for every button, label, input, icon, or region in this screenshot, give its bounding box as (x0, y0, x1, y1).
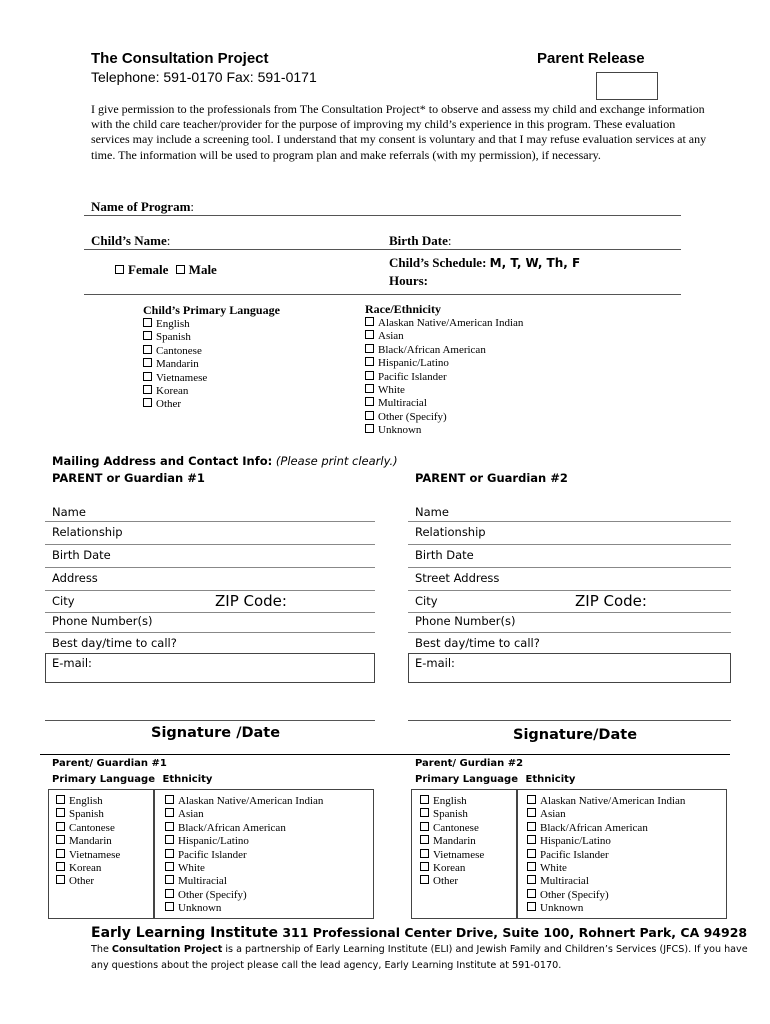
mailing-note: (Please print clearly.) (275, 454, 398, 468)
g1-lang-spanish[interactable]: Spanish (56, 808, 120, 821)
g2-lang-korean[interactable]: Korean (420, 862, 484, 875)
g2-lang-english[interactable]: English (420, 795, 484, 808)
org-title: The Consultation Project (91, 50, 269, 67)
checkbox-icon (365, 371, 374, 380)
checkbox-icon (143, 331, 152, 340)
g2-email-box[interactable] (408, 653, 731, 683)
g1-eth-unknown[interactable]: Unknown (165, 902, 323, 915)
checkbox-icon (56, 835, 65, 844)
checkbox-icon (165, 849, 174, 858)
g1-city-line[interactable] (45, 612, 375, 613)
program-label-colon: : (190, 199, 195, 214)
g1-eth-white[interactable]: White (165, 862, 323, 875)
checkbox-icon (420, 795, 429, 804)
guardian1-title: PARENT or Guardian #1 (52, 471, 205, 485)
checkbox-icon (143, 345, 152, 354)
checkbox-icon (365, 397, 374, 406)
checkbox-icon (165, 875, 174, 884)
checkbox-icon (527, 808, 536, 817)
g2-lang-vietnamese[interactable]: Vietnamese (420, 849, 484, 862)
g1-phone-line[interactable] (45, 632, 375, 633)
g1-eth-alaskan-native[interactable]: Alaskan Native/American Indian (165, 795, 323, 808)
g2-zip-label: ZIP Code: (575, 592, 647, 610)
checkbox-icon (56, 849, 65, 858)
g2-eth-unknown[interactable]: Unknown (527, 902, 685, 915)
checkbox-icon (420, 808, 429, 817)
checkbox-icon (420, 835, 429, 844)
g2-eth-multiracial[interactable]: Multiracial (527, 875, 685, 888)
bottom-g2-headers (415, 774, 575, 785)
checkbox-icon (527, 875, 536, 884)
checkbox-icon (365, 411, 374, 420)
g1-lang-cantonese[interactable]: Cantonese (56, 822, 120, 835)
checkbox-icon (143, 385, 152, 394)
hours-label: Hours: (389, 273, 428, 288)
footer-institute: Early Learning Institute (91, 925, 278, 941)
checkbox-icon (420, 875, 429, 884)
lang-other[interactable]: Other (143, 398, 207, 411)
child-ethnicity-list (365, 317, 523, 438)
checkbox-icon (365, 317, 374, 326)
guardian2-title: PARENT or Guardian #2 (415, 471, 568, 485)
g1-lang-korean[interactable]: Korean (56, 862, 120, 875)
program-label-text: Name of Program (91, 199, 191, 214)
child-name-label (91, 233, 170, 249)
g2-lang-other[interactable]: Other (420, 875, 484, 888)
g1-best-time-label: Best day/time to call? (52, 636, 177, 650)
checkbox-icon (420, 822, 429, 831)
checkbox-icon (365, 424, 374, 433)
checkbox-icon (527, 835, 536, 844)
bottom-g1-eth-list (165, 795, 323, 916)
g1-city-label: City (52, 594, 75, 608)
g1-phone-label: Phone Number(s) (52, 614, 153, 628)
g1-lang-other[interactable]: Other (56, 875, 120, 888)
g2-birth-line[interactable] (408, 567, 731, 568)
bottom-g1-headers (52, 774, 212, 785)
g2-lang-mandarin[interactable]: Mandarin (420, 835, 484, 848)
checkbox-icon (56, 875, 65, 884)
g1-relationship-label: Relationship (52, 525, 123, 539)
g2-eth-asian[interactable]: Asian (527, 808, 685, 821)
checkbox-icon (527, 822, 536, 831)
g2-eth-alaskan-native[interactable]: Alaskan Native/American Indian (527, 795, 685, 808)
checkbox-icon (165, 808, 174, 817)
footer-note-line1 (91, 944, 748, 955)
program-name-line[interactable] (84, 215, 681, 216)
bottom-g2-lang-label: Primary Language (415, 774, 518, 785)
bottom-g2-title: Parent/ Gurdian #2 (415, 758, 524, 769)
footer-address: 311 Professional Center Drive, Suite 100, Rohnert Park, CA 94928 (282, 925, 748, 940)
checkbox-icon (527, 862, 536, 871)
signature-divider (40, 754, 730, 755)
checkbox-icon (527, 889, 536, 898)
child-name-colon: : (166, 233, 171, 248)
footer-note-line2: any questions about the project please call the lead agency, Early Learning Institute at 591-0170. (91, 960, 562, 971)
g2-eth-pacific-islander[interactable]: Pacific Islander (527, 849, 685, 862)
schedule-colon: : (482, 255, 487, 270)
checkbox-icon (527, 902, 536, 911)
checkbox-icon (56, 862, 65, 871)
child-name-line[interactable] (84, 249, 681, 250)
schedule-label-text: Child’s Schedule (389, 255, 483, 270)
checkbox-icon (165, 902, 174, 911)
birth-date-colon: : (447, 233, 452, 248)
office-use-box[interactable] (596, 72, 658, 100)
checkbox-icon (143, 372, 152, 381)
g1-eth-multiracial[interactable]: Multiracial (165, 875, 323, 888)
checkbox-icon (365, 330, 374, 339)
g2-eth-other-specify[interactable]: Other (Specify) (527, 889, 685, 902)
female-label: Female (128, 262, 169, 277)
g1-eth-other-specify[interactable]: Other (Specify) (165, 889, 323, 902)
bottom-g1-lang-list (56, 795, 120, 889)
checkbox-icon (56, 795, 65, 804)
g2-eth-white[interactable]: White (527, 862, 685, 875)
checkbox-icon (56, 822, 65, 831)
program-name-label (91, 199, 194, 215)
eth-multiracial[interactable]: Multiracial (365, 397, 523, 410)
signature1-label: Signature /Date (151, 725, 281, 741)
g2-address-label: Street Address (415, 571, 500, 585)
lang-vietnamese[interactable]: Vietnamese (143, 372, 207, 385)
g2-phone-line[interactable] (408, 632, 731, 633)
g1-name-line[interactable] (45, 521, 375, 522)
checkbox-icon (420, 862, 429, 871)
footer-address-line (91, 925, 747, 941)
eth-hispanic[interactable]: Hispanic/Latino (365, 357, 523, 370)
g2-birth-label: Birth Date (415, 548, 474, 562)
g2-lang-cantonese[interactable]: Cantonese (420, 822, 484, 835)
mailing-title (52, 454, 398, 468)
g2-city-label: City (415, 594, 438, 608)
birth-date-text: Birth Date (389, 233, 448, 248)
male-label: Male (188, 262, 217, 277)
bottom-g2-lang-list (420, 795, 484, 889)
checkbox-icon (165, 795, 174, 804)
lang-mandarin[interactable]: Mandarin (143, 358, 207, 371)
g1-name-label: Name (52, 505, 86, 519)
bottom-g1-lang-label: Primary Language (52, 774, 155, 785)
g1-eth-asian[interactable]: Asian (165, 808, 323, 821)
gender-options (115, 262, 217, 278)
lang-cantonese[interactable]: Cantonese (143, 345, 207, 358)
checkbox-icon (365, 344, 374, 353)
g1-eth-pacific-islander[interactable]: Pacific Islander (165, 849, 323, 862)
g1-birth-label: Birth Date (52, 548, 111, 562)
checkbox-icon (143, 318, 152, 327)
checkbox-icon (165, 889, 174, 898)
lang-english[interactable]: English (143, 318, 207, 331)
eth-other-specify[interactable]: Other (Specify) (365, 411, 523, 424)
lang-spanish[interactable]: Spanish (143, 331, 207, 344)
g2-eth-black[interactable]: Black/African American (527, 822, 685, 835)
g2-phone-label: Phone Number(s) (415, 614, 516, 628)
signature1-line[interactable] (45, 720, 375, 721)
bottom-g2-eth-list (527, 795, 685, 916)
checkbox-icon (365, 357, 374, 366)
checkbox-icon (527, 795, 536, 804)
g2-relationship-label: Relationship (415, 525, 486, 539)
checkbox-icon (420, 849, 429, 858)
checkbox-icon (143, 358, 152, 367)
bottom-g1-title: Parent/ Guardian #1 (52, 758, 167, 769)
child-name-text: Child’s Name (91, 233, 167, 248)
footer-line1-pre: The (91, 944, 112, 955)
checkbox-icon (143, 398, 152, 407)
g2-email-label: E-mail: (415, 656, 455, 670)
bottom-g1-eth-label: Ethnicity (162, 774, 213, 785)
footer-line1-bold: Consultation Project (111, 944, 223, 955)
bottom-g2-eth-label: Ethnicity (525, 774, 576, 785)
g1-email-label: E-mail: (52, 656, 92, 670)
child-language-title: Child’s Primary Language (143, 303, 280, 317)
permission-paragraph: I give permission to the professionals from The Consultation Project* to observe and assess my child and exchange information with the child care teacher/provider for the purpose of improving my child’s experience in this program. These evaluation services may include a screening tool. I understand that my consent is voluntary and that I may refuse evaluation services at any time. The information will be used to program plan and make referrals (with my permission), if necessary. (91, 102, 707, 162)
g2-lang-spanish[interactable]: Spanish (420, 808, 484, 821)
schedule-label (389, 255, 580, 271)
checkbox-icon (56, 808, 65, 817)
checkbox-icon (527, 849, 536, 858)
g1-lang-mandarin[interactable]: Mandarin (56, 835, 120, 848)
g1-zip-label: ZIP Code: (215, 592, 287, 610)
signature2-label: Signature/Date (513, 727, 638, 743)
footer-line1-post: is a partnership of Early Learning Institute (ELI) and Jewish Family and Children’s Services (JFCS). If you have (222, 944, 748, 955)
g1-lang-english[interactable]: English (56, 795, 120, 808)
checkbox-icon (165, 822, 174, 831)
g1-birth-line[interactable] (45, 567, 375, 568)
g1-address-line[interactable] (45, 590, 375, 591)
child-language-list (143, 318, 207, 412)
g2-best-time-label: Best day/time to call? (415, 636, 540, 650)
eth-alaskan-native[interactable]: Alaskan Native/American Indian (365, 317, 523, 330)
form-title: Parent Release (537, 50, 645, 67)
g2-address-line[interactable] (408, 590, 731, 591)
g1-lang-vietnamese[interactable]: Vietnamese (56, 849, 120, 862)
signature2-line[interactable] (408, 720, 731, 721)
schedule-days: M, T, W, Th, F (489, 256, 581, 270)
g2-city-line[interactable] (408, 612, 731, 613)
contact-line: Telephone: 591-0170 Fax: 591-0171 (91, 69, 317, 85)
g1-address-label: Address (52, 571, 98, 585)
checkbox-icon (165, 835, 174, 844)
male-checkbox[interactable] (176, 265, 185, 274)
g2-eth-hispanic[interactable]: Hispanic/Latino (527, 835, 685, 848)
schedule-line[interactable] (84, 294, 681, 295)
g2-name-label: Name (415, 505, 449, 519)
lang-korean[interactable]: Korean (143, 385, 207, 398)
eth-unknown[interactable]: Unknown (365, 424, 523, 437)
g1-relationship-line[interactable] (45, 544, 375, 545)
child-ethnicity-title: Race/Ethnicity (365, 302, 441, 316)
g1-eth-black[interactable]: Black/African American (165, 822, 323, 835)
eth-asian[interactable]: Asian (365, 330, 523, 343)
female-checkbox[interactable] (115, 265, 124, 274)
g2-name-line[interactable] (408, 521, 731, 522)
g1-eth-hispanic[interactable]: Hispanic/Latino (165, 835, 323, 848)
g2-relationship-line[interactable] (408, 544, 731, 545)
eth-white[interactable]: White (365, 384, 523, 397)
mailing-title-text: Mailing Address and Contact Info: (52, 454, 273, 468)
checkbox-icon (365, 384, 374, 393)
birth-date-label (389, 233, 451, 249)
eth-black[interactable]: Black/African American (365, 344, 523, 357)
eth-pacific-islander[interactable]: Pacific Islander (365, 371, 523, 384)
checkbox-icon (165, 862, 174, 871)
g1-email-box[interactable] (45, 653, 375, 683)
